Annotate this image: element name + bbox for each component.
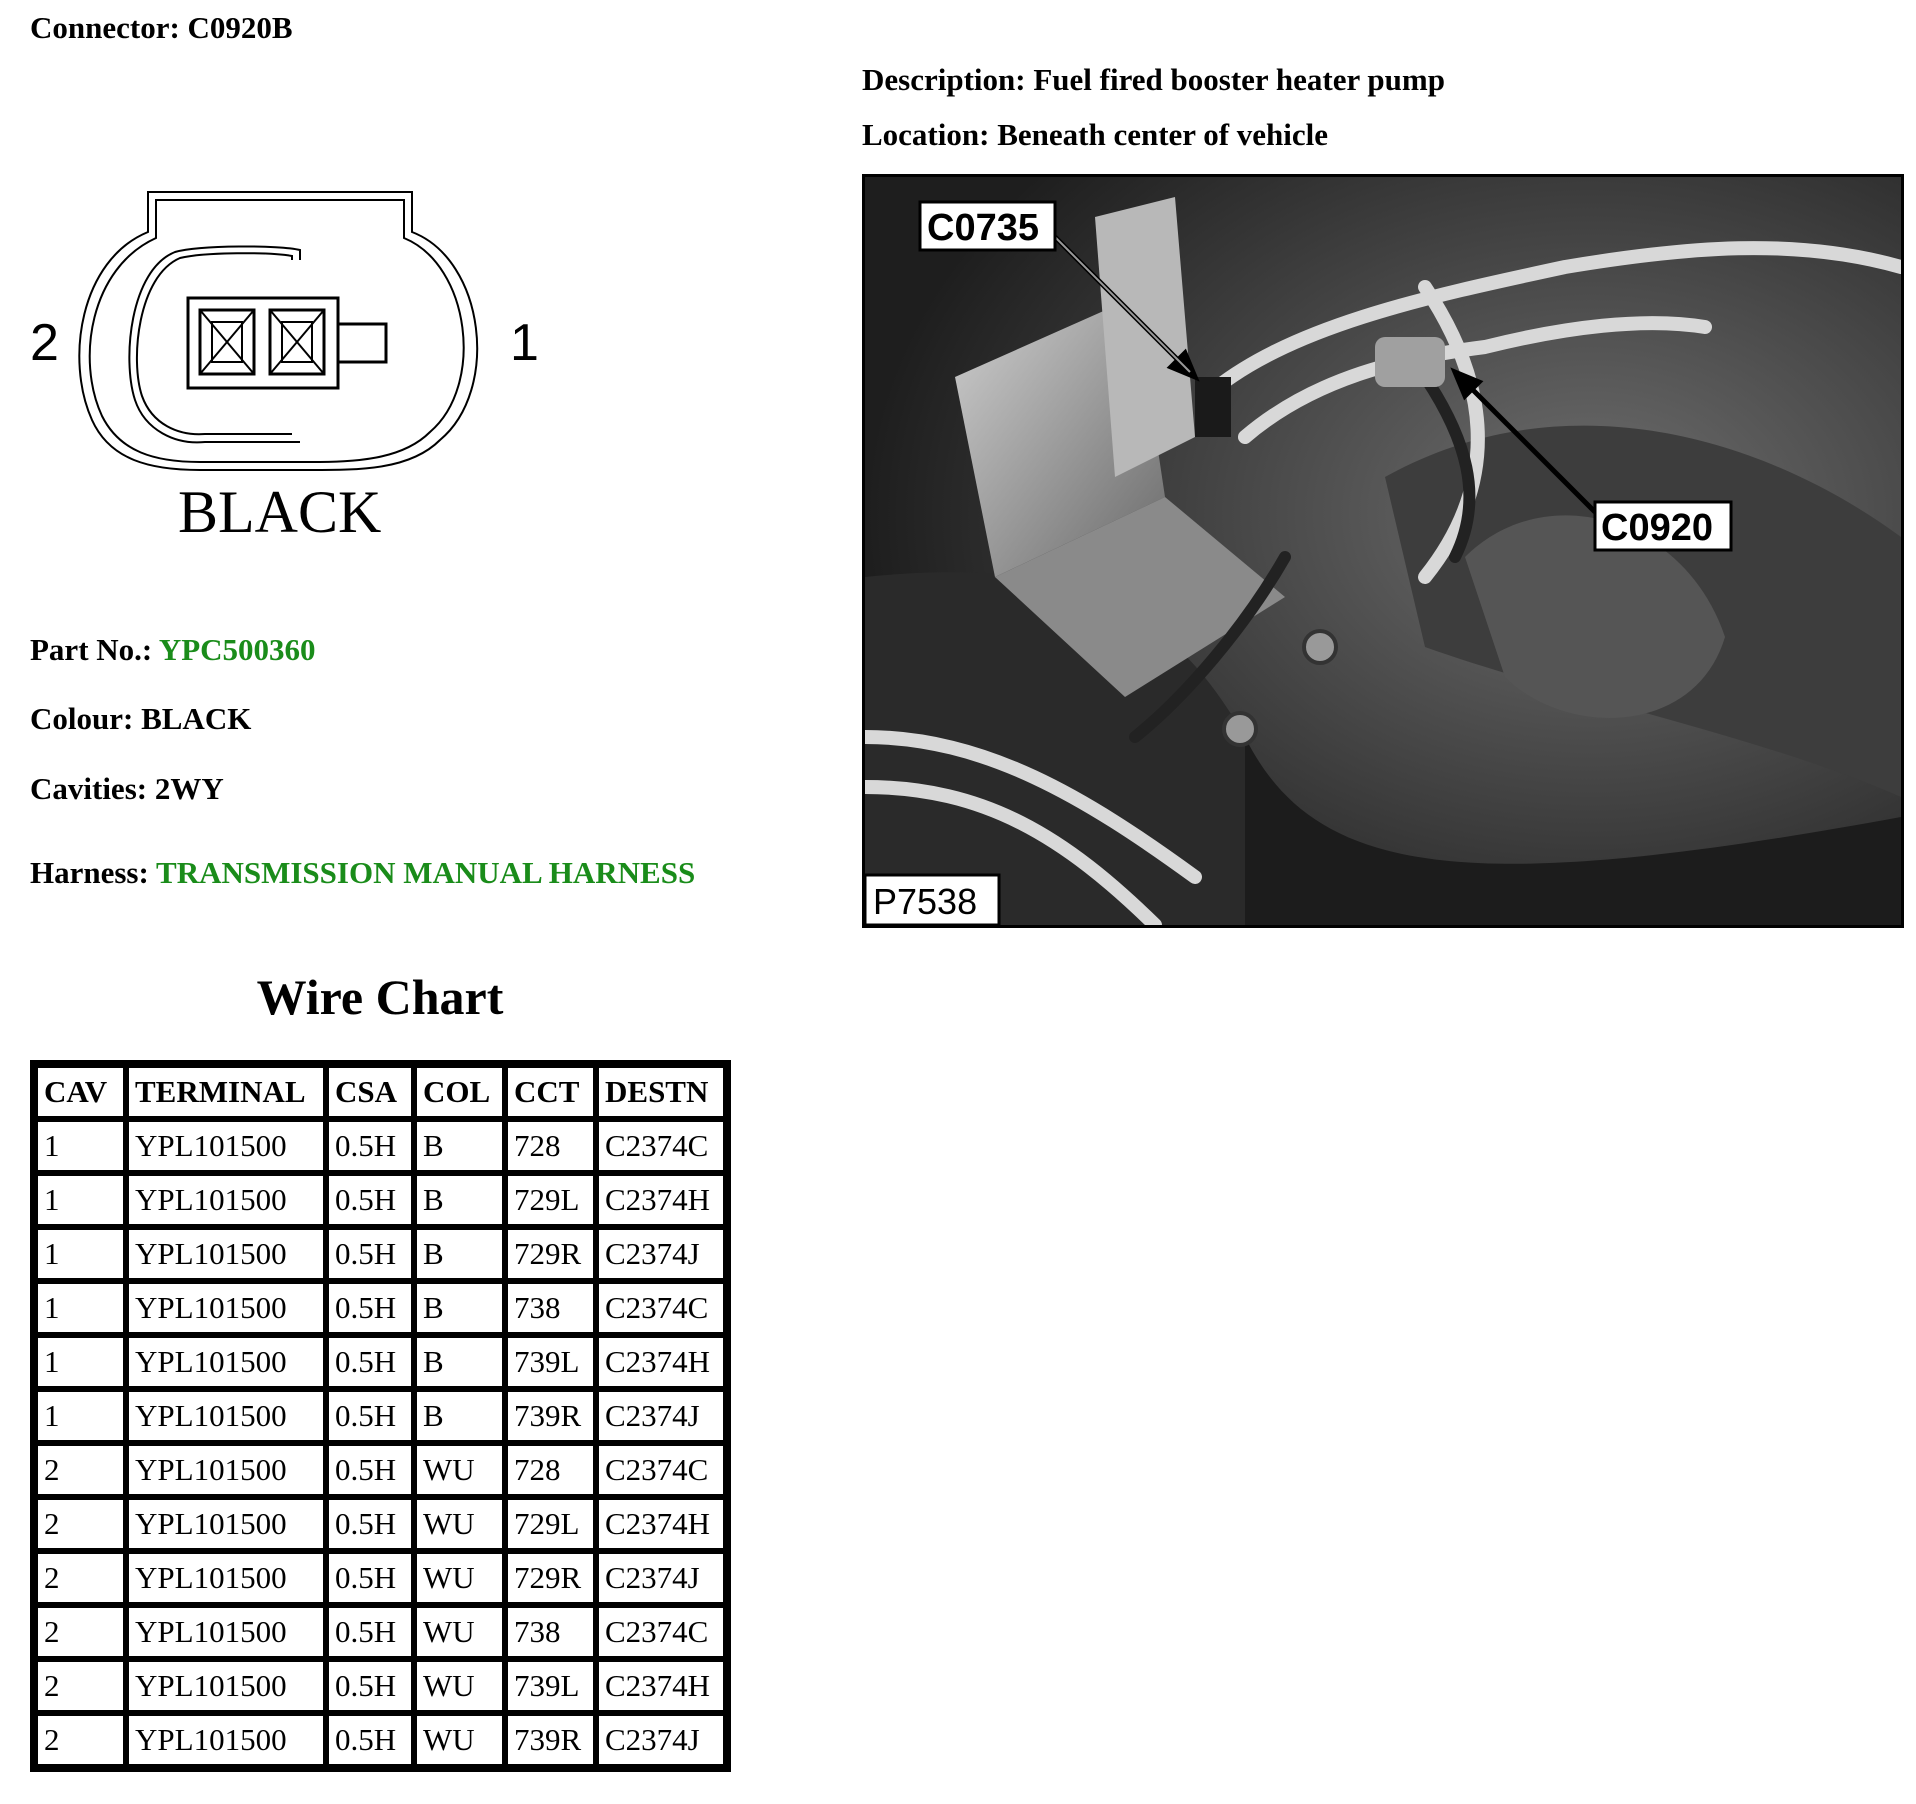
cell-cct: 738: [505, 1281, 596, 1335]
cell-terminal: YPL101500: [126, 1659, 326, 1713]
header-col: COL: [414, 1065, 505, 1119]
cell-cav: 1: [35, 1227, 126, 1281]
location-line: [862, 117, 1328, 153]
part-number-line: [30, 632, 316, 668]
cell-destn: C2374J: [596, 1227, 726, 1281]
cell-col: WU: [414, 1497, 505, 1551]
part-number-link[interactable]: YPC500360: [158, 632, 316, 667]
table-row: [35, 1659, 726, 1713]
cavities-line: [30, 771, 224, 807]
cell-cct: 729L: [505, 1497, 596, 1551]
cell-csa: 0.5H: [326, 1443, 414, 1497]
header-cct: CCT: [505, 1065, 596, 1119]
cell-destn: C2374J: [596, 1551, 726, 1605]
cell-col: B: [414, 1335, 505, 1389]
table-row: [35, 1335, 726, 1389]
cell-csa: 0.5H: [326, 1335, 414, 1389]
table-row: [35, 1227, 726, 1281]
cell-destn: C2374C: [596, 1119, 726, 1173]
cell-cct: 729L: [505, 1173, 596, 1227]
table-header-row: [35, 1065, 726, 1119]
cell-cct: 739L: [505, 1335, 596, 1389]
cell-cct: 739R: [505, 1389, 596, 1443]
cell-terminal: YPL101500: [126, 1119, 326, 1173]
part-number-label: Part No.:: [30, 632, 153, 667]
cell-cav: 1: [35, 1119, 126, 1173]
cell-csa: 0.5H: [326, 1227, 414, 1281]
header-cav: CAV: [35, 1065, 126, 1119]
cell-cct: 739L: [505, 1659, 596, 1713]
cell-csa: 0.5H: [326, 1119, 414, 1173]
cell-cct: 728: [505, 1443, 596, 1497]
harness-link[interactable]: TRANSMISSION MANUAL HARNESS: [156, 855, 696, 890]
pin-1-label: 1: [510, 314, 539, 372]
cell-destn: C2374H: [596, 1659, 726, 1713]
harness-label: Harness:: [30, 855, 149, 890]
table-row: [35, 1389, 726, 1443]
description-label: Description:: [862, 62, 1026, 97]
table-row: [35, 1497, 726, 1551]
cell-cav: 2: [35, 1551, 126, 1605]
location-label: Location:: [862, 117, 990, 152]
cell-cct: 729R: [505, 1227, 596, 1281]
cell-cav: 1: [35, 1335, 126, 1389]
header-terminal: TERMINAL: [126, 1065, 326, 1119]
cell-cav: 1: [35, 1173, 126, 1227]
cavities-value: 2WY: [154, 771, 224, 806]
cell-csa: 0.5H: [326, 1605, 414, 1659]
cell-terminal: YPL101500: [126, 1335, 326, 1389]
cell-destn: C2374H: [596, 1173, 726, 1227]
table-row: [35, 1119, 726, 1173]
connector-heading: [30, 10, 293, 46]
cell-terminal: YPL101500: [126, 1227, 326, 1281]
cell-cav: 1: [35, 1281, 126, 1335]
cell-cav: 2: [35, 1713, 126, 1767]
cell-cav: 1: [35, 1389, 126, 1443]
cell-destn: C2374C: [596, 1605, 726, 1659]
cell-destn: C2374J: [596, 1389, 726, 1443]
cell-terminal: YPL101500: [126, 1551, 326, 1605]
cell-cct: 738: [505, 1605, 596, 1659]
harness-line: [30, 855, 695, 891]
cell-col: B: [414, 1119, 505, 1173]
cell-csa: 0.5H: [326, 1659, 414, 1713]
callout-c0920: C0920: [1601, 507, 1713, 549]
location-value: Beneath center of vehicle: [997, 117, 1329, 152]
cell-cct: 729R: [505, 1551, 596, 1605]
cell-col: WU: [414, 1443, 505, 1497]
cell-csa: 0.5H: [326, 1713, 414, 1767]
description-value: Fuel fired booster heater pump: [1033, 62, 1445, 97]
cell-csa: 0.5H: [326, 1173, 414, 1227]
cell-terminal: YPL101500: [126, 1443, 326, 1497]
cell-destn: C2374J: [596, 1713, 726, 1767]
description-line: [862, 62, 1445, 98]
cell-cct: 728: [505, 1119, 596, 1173]
cell-terminal: YPL101500: [126, 1281, 326, 1335]
cell-col: B: [414, 1173, 505, 1227]
cell-cav: 2: [35, 1497, 126, 1551]
table-row: [35, 1281, 726, 1335]
cell-col: B: [414, 1227, 505, 1281]
colour-label: Colour:: [30, 701, 134, 736]
callout-c0735: C0735: [927, 207, 1039, 249]
cell-terminal: YPL101500: [126, 1713, 326, 1767]
wire-chart-title: Wire Chart: [256, 969, 504, 1025]
connector-face-diagram: [30, 180, 550, 550]
table-row: [35, 1605, 726, 1659]
cell-col: B: [414, 1281, 505, 1335]
cell-terminal: YPL101500: [126, 1173, 326, 1227]
cell-cct: 739R: [505, 1713, 596, 1767]
cell-destn: C2374H: [596, 1335, 726, 1389]
colour-value: BLACK: [141, 701, 252, 736]
cell-col: B: [414, 1389, 505, 1443]
cell-csa: 0.5H: [326, 1551, 414, 1605]
cell-destn: C2374C: [596, 1281, 726, 1335]
diagram-colour-text: BLACK: [178, 479, 382, 545]
table-row: [35, 1551, 726, 1605]
cell-destn: C2374H: [596, 1497, 726, 1551]
cell-col: WU: [414, 1605, 505, 1659]
cell-col: WU: [414, 1713, 505, 1767]
cell-csa: 0.5H: [326, 1389, 414, 1443]
header-destn: DESTN: [596, 1065, 726, 1119]
table-row: [35, 1713, 726, 1767]
cell-col: WU: [414, 1551, 505, 1605]
table-row: [35, 1173, 726, 1227]
cell-cav: 2: [35, 1605, 126, 1659]
colour-line: [30, 701, 251, 737]
cell-destn: C2374C: [596, 1443, 726, 1497]
connector-label: Connector:: [30, 10, 180, 45]
cell-terminal: YPL101500: [126, 1497, 326, 1551]
cell-terminal: YPL101500: [126, 1605, 326, 1659]
location-photo: [862, 174, 1904, 928]
cell-csa: 0.5H: [326, 1281, 414, 1335]
wire-chart-table: [30, 1060, 731, 1772]
cell-col: WU: [414, 1659, 505, 1713]
cell-csa: 0.5H: [326, 1497, 414, 1551]
header-csa: CSA: [326, 1065, 414, 1119]
cell-cav: 2: [35, 1659, 126, 1713]
connector-value: C0920B: [187, 10, 293, 45]
cell-terminal: YPL101500: [126, 1389, 326, 1443]
table-row: [35, 1443, 726, 1497]
figure-id: P7538: [873, 881, 978, 922]
cavities-label: Cavities:: [30, 771, 148, 806]
pin-2-label: 2: [30, 314, 59, 372]
cell-cav: 2: [35, 1443, 126, 1497]
